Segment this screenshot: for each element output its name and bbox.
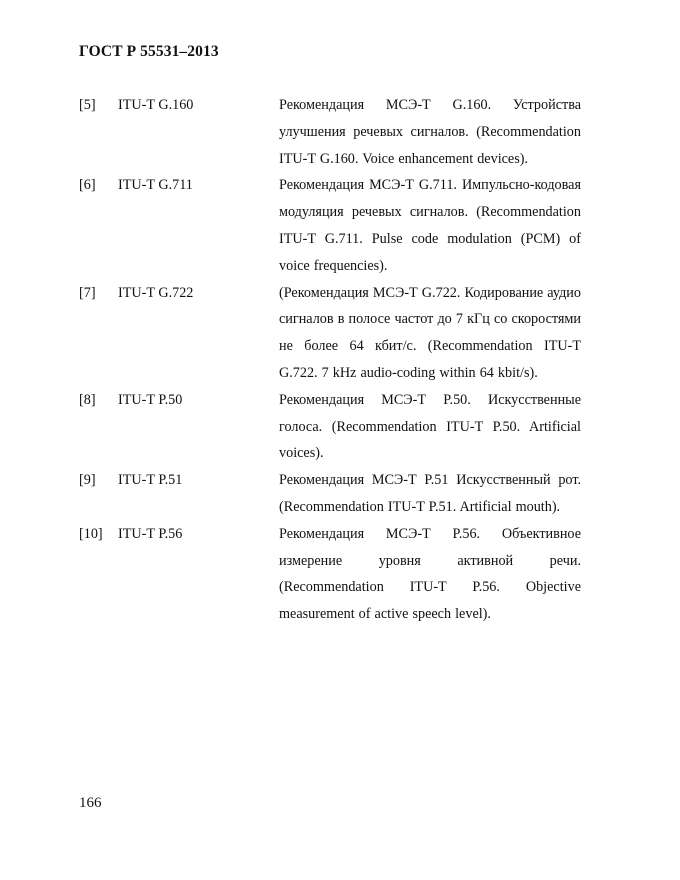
document-header: ГОСТ Р 55531–2013 bbox=[79, 43, 219, 60]
reference-code: ITU-T G.711 bbox=[118, 177, 193, 194]
reference-description: Рекомендация МСЭ-Т G.160. Устройства улучшения речевых сигналов. (Recommendation ITU-T G.160. Voice enhancement devices). bbox=[279, 97, 581, 167]
reference-code: ITU-T P.50 bbox=[118, 391, 183, 408]
reference-entry bbox=[79, 172, 581, 279]
reference-code: ITU-T P.56 bbox=[118, 525, 183, 542]
reference-number: [10] bbox=[79, 525, 103, 542]
reference-description: Рекомендация МСЭ-Т G.711. Импульсно-кодовая модуляция речевых сигналов. (Recommendation ITU-T G.711. Pulse code modulation (PCM) of voice frequencies). bbox=[279, 177, 581, 274]
reference-code: ITU-T G.160 bbox=[118, 97, 194, 113]
reference-number: [9] bbox=[79, 472, 96, 489]
reference-entry bbox=[79, 280, 581, 387]
reference-description: (Рекомендация МСЭ-Т G.722. Кодирование аудио сигналов в полосе частот до 7 кГц со скоростями не более 64 кбит/с. (Recommendation ITU-T G.722. 7 kHz audio-coding within 64 kbit/s). bbox=[279, 284, 581, 381]
page-number: 166 bbox=[79, 795, 102, 811]
reference-number: [5] bbox=[79, 97, 96, 113]
reference-number: [7] bbox=[79, 284, 96, 301]
reference-list bbox=[79, 92, 581, 628]
reference-entry bbox=[79, 92, 581, 172]
reference-description: Рекомендация МСЭ-Т P.50. Искусственные голоса. (Recommendation ITU-T P.50. Artificial voices). bbox=[279, 391, 581, 462]
reference-entry bbox=[79, 387, 581, 467]
reference-entry bbox=[79, 521, 581, 628]
reference-number: [8] bbox=[79, 391, 96, 408]
reference-description: Рекомендация МСЭ-Т P.51 Искусственный рот. (Recommendation ITU-T P.51. Artificial mouth). bbox=[279, 472, 581, 515]
reference-code: ITU-T P.51 bbox=[118, 472, 183, 489]
reference-code: ITU-T G.722 bbox=[118, 284, 194, 301]
reference-entry bbox=[79, 467, 581, 521]
reference-number: [6] bbox=[79, 177, 96, 194]
reference-description: Рекомендация МСЭ-Т P.56. Объективное измерение уровня активной речи. (Recommendation ITU-T P.56. Objective measurement of active speech level). bbox=[279, 525, 581, 623]
